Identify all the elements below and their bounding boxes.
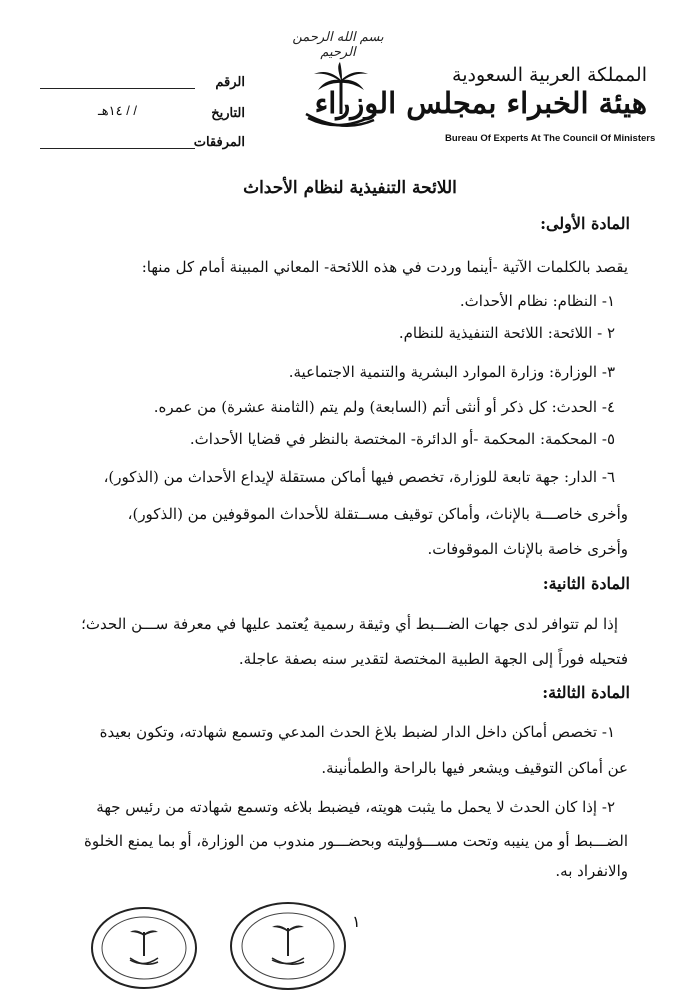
article-2-line: فتحيله فوراً إلى الجهة الطبية المختصة لتقدير سنه بصفة عاجلة. bbox=[238, 650, 628, 668]
article-3-item-1-line: ١- تخصص أماكن داخل الدار لضبط بلاغ الحدث المدعي وتسمع شهادته، وتكون بعيدة bbox=[99, 723, 615, 741]
attachments-label: المرفقات bbox=[193, 134, 245, 149]
article-1-item-6-line: ٦- الدار: جهة تابعة للوزارة، تخصص فيها أماكن مستقلة لإيداع الأحداث من (الذكور)، bbox=[103, 468, 615, 486]
date-value: / / ١٤هـ bbox=[97, 103, 138, 118]
article-1-item: ٥- المحكمة: المحكمة -أو الدائرة- المختصة بالنظر في قضايا الأحداث. bbox=[189, 430, 615, 448]
page-number: ١ bbox=[352, 912, 361, 931]
date-label: التاريخ bbox=[211, 105, 245, 120]
official-stamp-right-icon bbox=[228, 900, 348, 992]
article-3-item-2-line: الضـــبط أو من ينيبه وتحت مســـؤوليته وبحضـــور مندوب من الوزارة، أو بما يمنع الخلوة bbox=[84, 832, 628, 850]
bureau-title-english: Bureau Of Experts At The Council Of Ministers bbox=[445, 133, 656, 144]
bureau-title-arabic: هيئة الخبراء بمجلس الوزراء bbox=[314, 86, 647, 120]
article-2-line: إذا لم تتوافر لدى جهات الضـــبط أي وثيقة رسمية يُعتمد عليها في معرفة ســـن الحدث؛ bbox=[81, 615, 618, 633]
article-3-heading: المادة الثالثة: bbox=[542, 683, 630, 702]
article-1-heading: المادة الأولى: bbox=[540, 214, 630, 233]
article-1-intro: يقصد بالكلمات الآتية -أينما وردت في هذه اللائحة- المعاني المبينة أمام كل منها: bbox=[141, 258, 628, 276]
official-stamp-left-icon bbox=[90, 906, 198, 990]
reference-label: الرقم bbox=[215, 74, 245, 89]
article-3-item-1-line: عن أماكن التوقيف ويشعر فيها بالراحة والطمأنينة. bbox=[321, 759, 628, 777]
article-1-item: ٣- الوزارة: وزارة الموارد البشرية والتنمية الاجتماعية. bbox=[288, 363, 615, 381]
kingdom-title: المملكة العربية السعودية bbox=[452, 64, 647, 86]
reference-line bbox=[40, 88, 195, 89]
basmala: بسم الله الرحمن الرحيم bbox=[292, 30, 384, 60]
article-3-item-2-line: ٢- إذا كان الحدث لا يحمل ما يثبت هويته، فيضبط بلاغه وتسمع شهادته من رئيس جهة bbox=[96, 798, 615, 816]
article-1-item: ١- النظام: نظام الأحداث. bbox=[459, 292, 615, 310]
document-title: اللائحة التنفيذية لنظام الأحداث bbox=[243, 178, 457, 198]
article-1-item: ٢ - اللائحة: اللائحة التنفيذية للنظام. bbox=[398, 324, 615, 342]
article-1-item-6-line: وأخرى خاصـــة بالإناث، وأماكن توقيف مســتقلة للأحداث الموقوفين من (الذكور)، bbox=[127, 505, 628, 523]
article-2-heading: المادة الثانية: bbox=[542, 574, 630, 593]
attachments-line bbox=[40, 148, 195, 149]
article-1-item: ٤- الحدث: كل ذكر أو أنثى أتم (السابعة) ولم يتم (الثامنة عشرة) من عمره. bbox=[153, 398, 615, 416]
article-1-item-6-line: وأخرى خاصة بالإناث الموقوفات. bbox=[427, 540, 628, 558]
article-3-item-2-line: والانفراد به. bbox=[555, 862, 628, 880]
